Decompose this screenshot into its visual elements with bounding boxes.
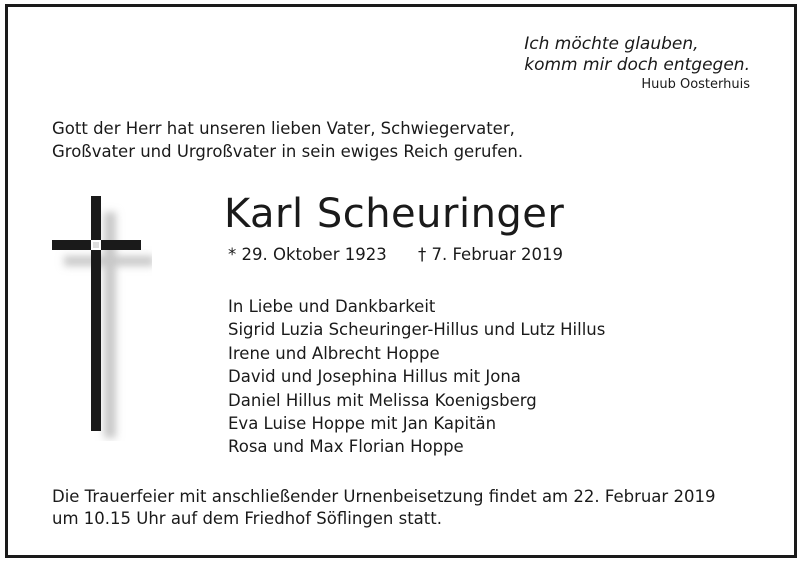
death-date: † 7. Februar 2019 <box>417 245 564 264</box>
quote-author: Huub Oosterhuis <box>641 77 750 92</box>
funeral-info-line: Die Trauerfeier mit anschließender Urnenbeisetzung findet am 22. Februar 2019 <box>52 487 716 506</box>
mourners-line: In Liebe und Dankbarkeit <box>228 297 436 316</box>
intro-text <box>52 117 523 163</box>
mourners-list <box>228 295 605 459</box>
mourners-line: Eva Luise Hoppe mit Jan Kapitän <box>228 414 497 434</box>
quote-line: komm mir doch entgegen. <box>524 55 750 75</box>
mourners-line: Daniel Hillus mit Melissa Koenigsberg <box>228 390 537 410</box>
cross-icon <box>52 196 152 441</box>
funeral-info <box>52 486 715 530</box>
intro-line: Gott der Herr hat unseren lieben Vater, Schwiegervater, <box>52 119 515 138</box>
birth-date: * 29. Oktober 1923 <box>228 245 387 264</box>
deceased-name: Karl Scheuringer <box>224 191 565 237</box>
cross-center <box>93 242 99 248</box>
mourners-line: David und Josephina Hillus mit Jona <box>228 367 521 387</box>
mourners-line: Irene und Albrecht Hoppe <box>228 343 440 363</box>
intro-line: Großvater und Urgroßvater in sein ewiges Reich gerufen. <box>52 142 524 161</box>
quote-line: Ich möchte glauben, <box>524 34 699 54</box>
cross-shape <box>52 196 141 431</box>
mourners-line: Sigrid Luzia Scheuringer-Hillus und Lutz Hillus <box>228 320 606 340</box>
funeral-info-line: um 10.15 Uhr auf dem Friedhof Söflingen statt. <box>52 509 442 528</box>
mourners-line: Rosa und Max Florian Hoppe <box>228 437 464 457</box>
quote-block <box>524 34 750 94</box>
life-dates <box>228 244 563 266</box>
